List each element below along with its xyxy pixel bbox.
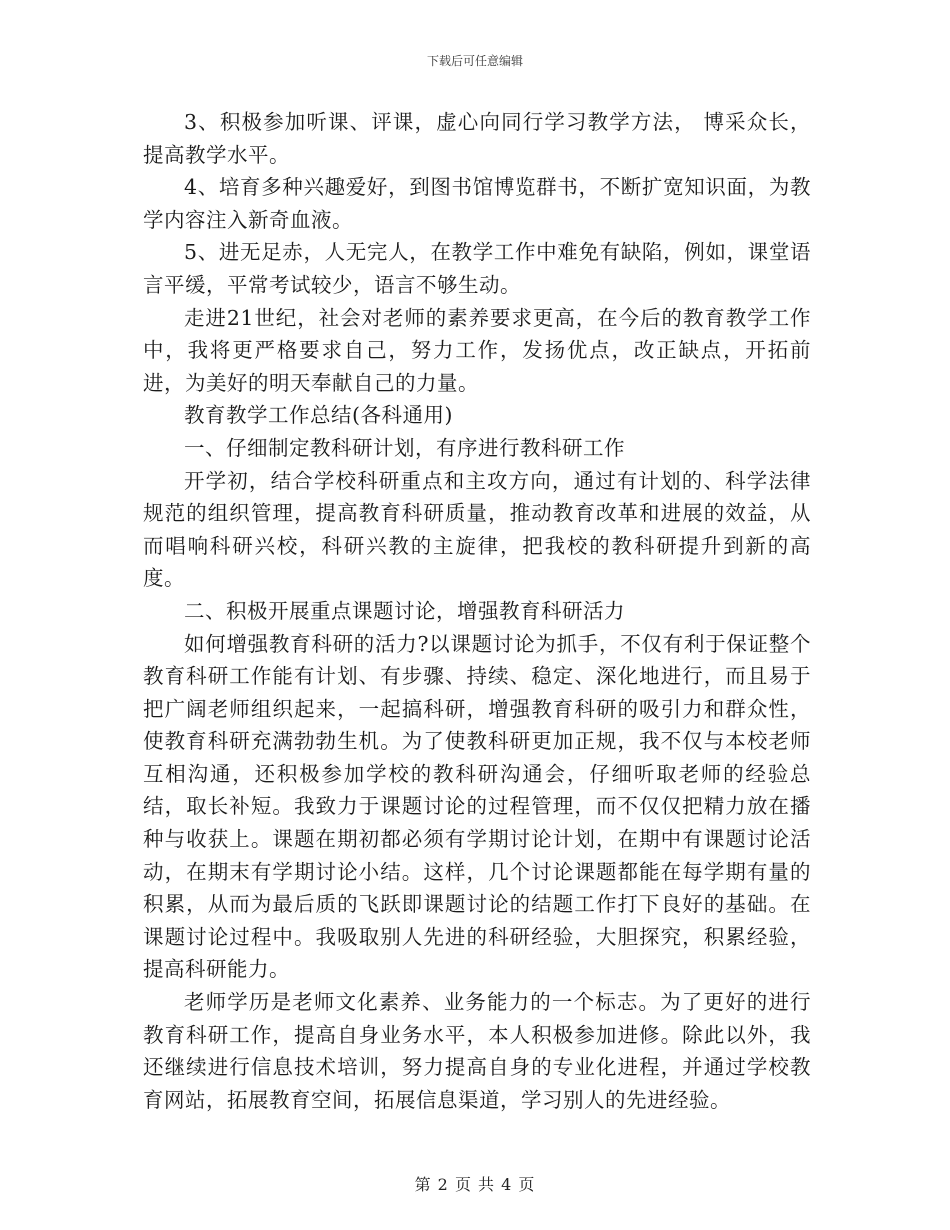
paragraph-closing: 走进21世纪，社会对老师的素养要求更高，在今后的教育教学工作中，我将更严格要求自己，努力工作，发扬优点，改正缺点，开拓前进，为美好的明天奉献自己的力量。 — [143, 305, 811, 395]
paragraph-item-4: 4、培育多种兴趣爱好，到图书馆博览群书，不断扩宽知识面，为教学内容注入新奇血液。 — [143, 175, 811, 232]
paragraph-education: 老师学历是老师文化素养、业务能力的一个标志。为了更好的进行教育科研工作，提高自身业务水平，本人积极参加进修。除此以外，我还继续进行信息技术培训，努力提高自身的专业化进程，并通过学校教育网站，拓展教育空间，拓展信息渠道，学习别人的先进经验。 — [143, 990, 811, 1112]
page-header: 下载后可任意编辑 — [426, 54, 523, 68]
section-heading-1: 一、仔细制定教科研计划，有序进行教科研工作 — [184, 435, 625, 460]
section-title: 教育教学工作总结(各科通用) — [184, 403, 453, 428]
paragraph-section-2: 如何增强教育科研的活力?以课题讨论为抓手，不仅有利于保证整个教育科研工作能有计划、有步骤、持续、稳定、深化地进行，而且易于把广阔老师组织起来，一起搞科研，增强教育科研的吸引力和群众性，使教育科研充满勃勃生机。为了使教科研更加正规，我不仅与本校老师互相沟通，还积极参加学校的教科研沟通会，仔细听取老师的经验总结，取长补短。我致力于课题讨论的过程管理，而不仅仅把精力放在播种与收获上。课题在期初都必须有学期讨论计划，在期中有课题讨论活动，在期末有学期讨论小结。这样，几个讨论课题都能在每学期有量的积累，从而为最后质的飞跃即课题讨论的结题工作打下良好的基础。在课题讨论过程中。我吸取别人先进的科研经验，大胆探究，积累经验，提高科研能力。 — [143, 631, 811, 982]
paragraph-item-5: 5、进无足赤，人无完人，在教学工作中难免有缺陷，例如，课堂语言平缓，平常考试较少，语言不够生动。 — [143, 240, 811, 297]
paragraph-item-3: 3、积极参加听课、评课，虚心向同行学习教学方法， 博采众长，提高教学水平。 — [143, 110, 811, 167]
document-body — [143, 106, 811, 1116]
section-heading-2: 二、积极开展重点课题讨论，增强教育科研活力 — [184, 598, 625, 623]
paragraph-section-1: 开学初，结合学校科研重点和主攻方向，通过有计划的、科学法律规范的组织管理，提高教育科研质量，推动教育改革和进展的效益，从而唱响科研兴校，科研兴教的主旋律，把我校的教科研提升到新的高度。 — [143, 468, 811, 591]
page-footer: 第 2 页 共 4 页 — [414, 1175, 536, 1194]
